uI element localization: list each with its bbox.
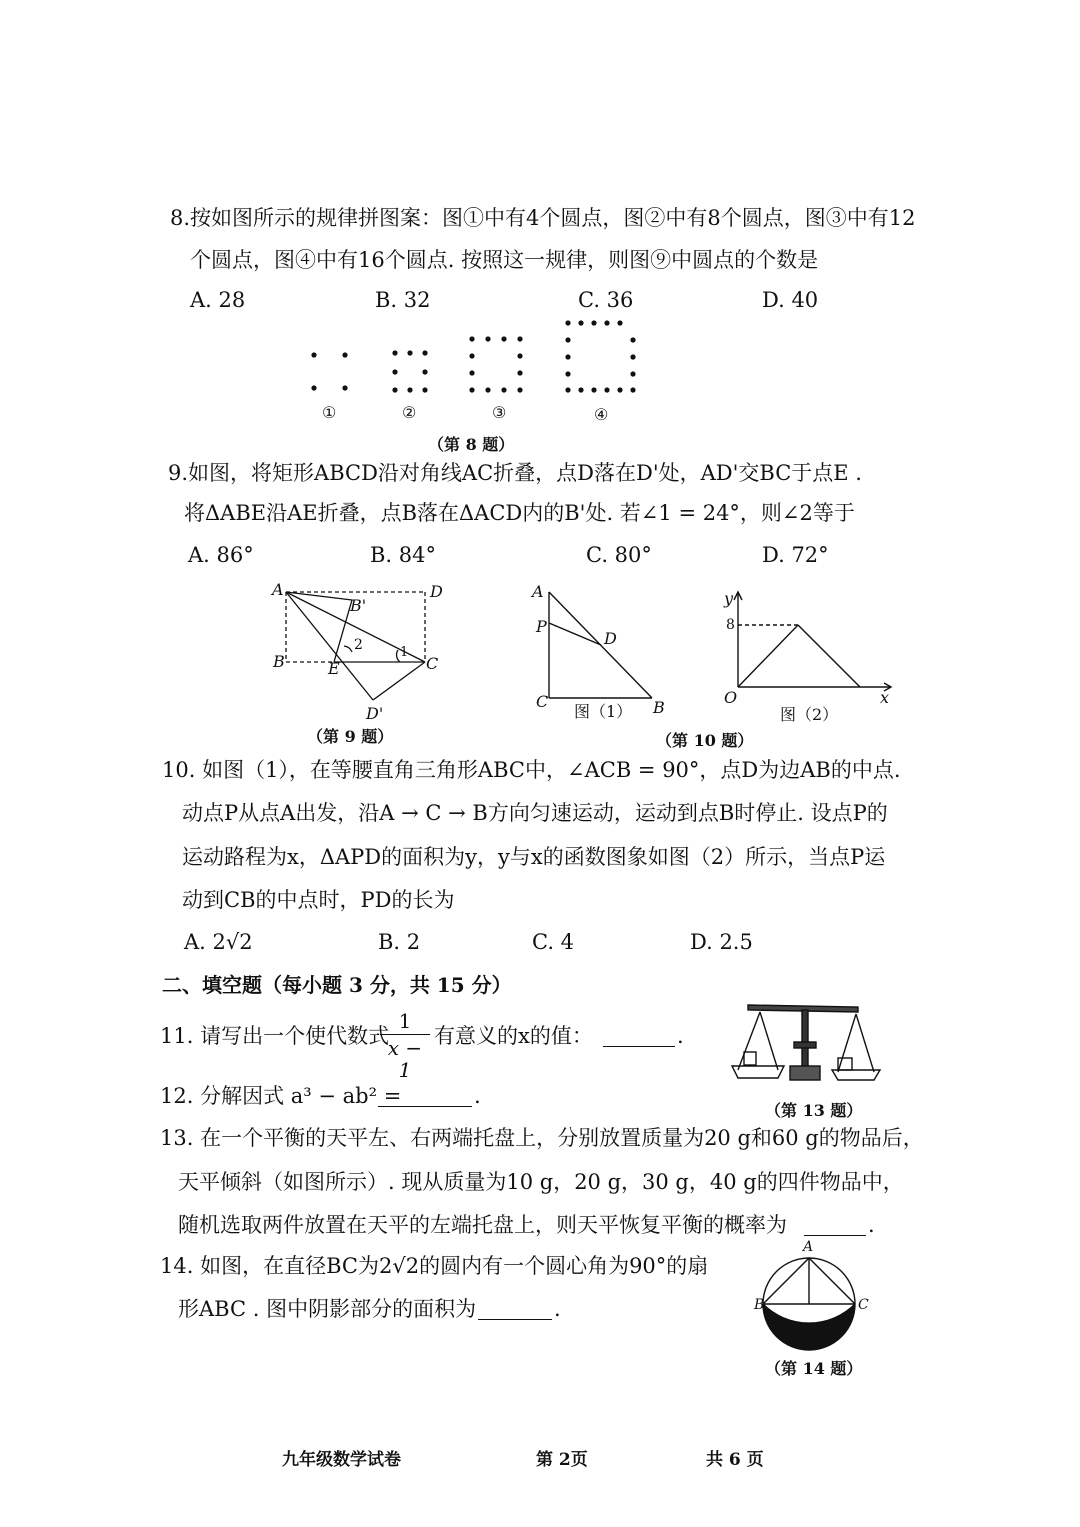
q12-end: . — [474, 1084, 481, 1108]
q10-figure-2 — [720, 585, 900, 700]
q10-line4: 动到CB的中点时，PD的长为 — [182, 888, 455, 912]
q10-line1: 10. 如图（1），在等腰直角三角形ABC中，∠ACB = 90°，点D为边AB的中点. — [162, 758, 901, 782]
q11-end: . — [677, 1024, 684, 1048]
q9-label-d: D — [430, 582, 443, 601]
q14-answer-blank — [478, 1299, 552, 1320]
q8-fig-label-2: ② — [402, 403, 417, 422]
q10-fig2-tick-8: 8 — [726, 617, 735, 633]
q9-label-d-prime: D' — [366, 704, 384, 723]
q13-caption: （第 13 题） — [765, 1101, 863, 1120]
q11-fraction-bar — [380, 1034, 430, 1035]
q13-balance-figure — [728, 1000, 888, 1090]
q9-option-a: A. 86° — [188, 543, 254, 567]
q8-caption: （第 8 题） — [428, 435, 515, 454]
q9-caption: （第 9 题） — [307, 727, 394, 746]
q10-fig2-origin-label: O — [724, 688, 738, 707]
q8-option-c: C. 36 — [578, 288, 634, 312]
q8-fig-label-3: ③ — [492, 403, 507, 422]
section-2-heading: 二、填空题（每小题 3 分，共 15 分） — [162, 973, 512, 997]
q9-line2: 将ΔABE沿AE折叠，点B落在ΔACD内的B'处. 若∠1 = 24°，则∠2等于 — [184, 501, 855, 525]
q8-option-d: D. 40 — [762, 288, 819, 312]
q14-line2: 形ABC . 图中阴影部分的面积为 — [178, 1297, 477, 1321]
q9-option-c: C. 80° — [586, 543, 652, 567]
q14-line1: 14. 如图，在直径BC为2√2的圆内有一个圆心角为90°的扇 — [160, 1254, 709, 1278]
q10-caption: （第 10 题） — [656, 731, 754, 750]
q10-option-b: B. 2 — [378, 930, 421, 954]
q14-label-a: A — [803, 1239, 814, 1255]
q11-suffix: 有意义的x的值： — [434, 1024, 593, 1048]
q13-line2: 天平倾斜（如图所示）. 现从质量为10 g，20 g，30 g，40 g的四件物品中， — [178, 1170, 904, 1194]
footer-page-number: 第 2页 — [536, 1450, 588, 1470]
q12-text: 12. 分解因式 a³ − ab² = — [160, 1084, 402, 1108]
q9-label-b-prime: B' — [350, 596, 367, 615]
q13-end: . — [868, 1213, 875, 1237]
q10-option-a: A. 2√2 — [184, 930, 253, 954]
q10-fig2-caption: 图（2） — [780, 705, 839, 724]
q10-fig2-y-axis-label: y — [724, 589, 734, 608]
footer-total-pages: 共 6 页 — [706, 1450, 764, 1470]
q14-end: . — [554, 1297, 561, 1321]
footer-subject: 九年级数学试卷 — [282, 1450, 401, 1470]
q10-fig1-label-p: P — [536, 617, 547, 636]
q10-fig2-x-axis-label: x — [880, 688, 890, 707]
q9-label-e: E — [328, 659, 340, 678]
q14-label-c: C — [858, 1297, 869, 1313]
q14-label-b: B — [754, 1297, 765, 1313]
q13-line1: 13. 在一个平衡的天平左、右两端托盘上，分别放置质量为20 g和60 g的物品后， — [160, 1126, 924, 1150]
q9-angle-1-label: 1 — [400, 645, 409, 660]
q14-circle-figure — [755, 1238, 865, 1358]
q9-option-d: D. 72° — [762, 543, 829, 567]
q10-fig1-label-d: D — [604, 629, 617, 648]
q10-option-d: D. 2.5 — [690, 930, 753, 954]
q11-answer-blank — [603, 1026, 675, 1047]
q10-fig1-label-a: A — [532, 582, 544, 601]
q10-figure-1 — [530, 580, 670, 705]
q8-fig-label-4: ④ — [594, 405, 609, 424]
q9-label-c: C — [426, 654, 439, 673]
q9-angle-2-label: 2 — [354, 637, 363, 653]
q12-answer-blank — [378, 1086, 472, 1107]
q9-line1: 9.如图，将矩形ABCD沿对角线AC折叠，点D落在D'处，AD'交BC于点E . — [168, 461, 862, 485]
q9-option-b: B. 84° — [370, 543, 437, 567]
q10-line3: 运动路程为x，ΔAPD的面积为y，y与x的函数图象如图（2）所示，当点P运 — [182, 845, 886, 869]
q9-label-b: B — [273, 652, 285, 671]
q8-line2: 个圆点，图④中有16个圆点. 按照这一规律，则图⑨中圆点的个数是 — [190, 248, 819, 272]
q10-fig1-label-b: B — [653, 698, 665, 717]
q10-fig1-caption: 图（1） — [574, 702, 633, 721]
q10-option-c: C. 4 — [532, 930, 575, 954]
q8-line1: 8.按如图所示的规律拼图案：图①中有4个圆点，图②中有8个圆点，图③中有12 — [170, 206, 916, 230]
q11-numerator: 1 — [398, 1009, 412, 1033]
q14-caption: （第 14 题） — [765, 1359, 863, 1378]
q13-line3: 随机选取两件放置在天平的左端托盘上，则天平恢复平衡的概率为 — [178, 1213, 787, 1237]
q9-label-a: A — [272, 580, 284, 599]
q11-prefix: 11. 请写出一个使代数式 — [160, 1024, 390, 1048]
q8-option-a: A. 28 — [190, 288, 246, 312]
q8-option-b: B. 32 — [375, 288, 431, 312]
q10-line2: 动点P从点A出发，沿A → C → B方向匀速运动，运动到点B时停止. 设点P的 — [182, 801, 888, 825]
q8-fig-label-1: ① — [322, 403, 337, 422]
q13-answer-blank — [804, 1215, 866, 1236]
q10-fig1-label-c: C — [536, 692, 549, 711]
q11-denominator: x − 1 — [387, 1036, 423, 1082]
q11-fraction — [380, 1010, 430, 1081]
